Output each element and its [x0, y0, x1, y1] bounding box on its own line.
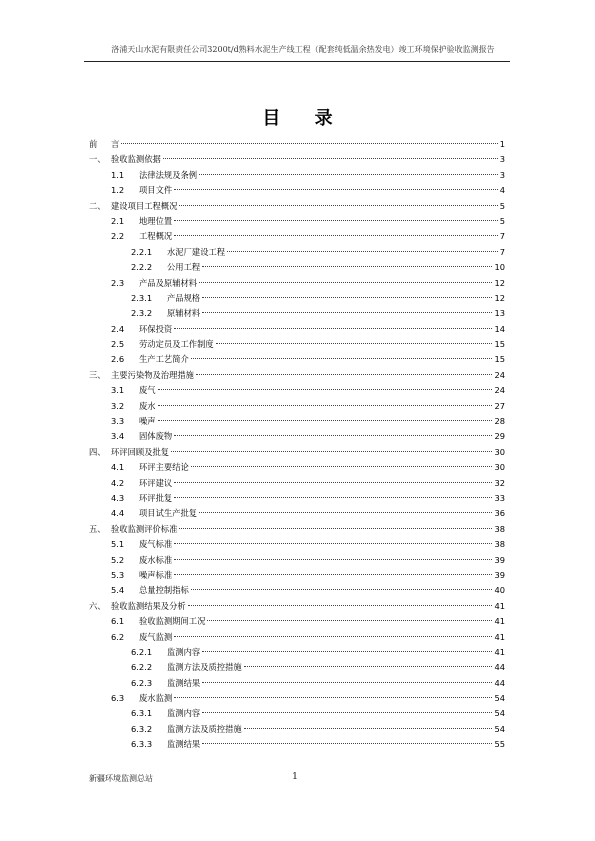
- toc-entry-page: 54: [494, 708, 505, 719]
- toc-dot-leader: [202, 297, 492, 298]
- toc-entry-label: 噪声标准: [139, 569, 173, 580]
- toc-entry-number: 2.3: [111, 277, 125, 288]
- toc-entry[interactable]: [89, 260, 505, 275]
- toc-entry[interactable]: [89, 737, 505, 752]
- toc-entry-page: 13: [494, 308, 505, 319]
- toc-dot-leader: [199, 174, 498, 175]
- toc-entry[interactable]: [89, 506, 505, 521]
- toc-dot-leader: [227, 251, 498, 252]
- toc-entry-label: 项目试生产批复: [139, 508, 198, 519]
- toc-entry-label: 噪声: [139, 416, 156, 427]
- toc-entry-page: 27: [494, 400, 505, 411]
- toc-entry-number: 2.3.2: [131, 308, 153, 319]
- toc-entry-page: 40: [494, 585, 505, 596]
- toc-dot-leader: [158, 389, 493, 390]
- toc-entry-number: 四、: [89, 446, 106, 457]
- toc-entry-page: 5: [499, 200, 505, 211]
- toc-entry[interactable]: [89, 306, 505, 321]
- toc-entry[interactable]: [89, 476, 505, 491]
- toc-entry-number: 4.1: [111, 462, 125, 473]
- header-divider: [84, 61, 510, 62]
- footer-organization: 新疆环境监测总站: [89, 774, 153, 783]
- toc-entry-number: 4.3: [111, 492, 125, 503]
- toc-entry-number: 6.3: [111, 693, 125, 704]
- toc-entry-page: 54: [494, 693, 505, 704]
- toc-dot-leader: [174, 543, 492, 544]
- toc-entry-label: 监测结果: [167, 739, 201, 750]
- toc-entry-number: 一、: [89, 154, 106, 165]
- toc-entry-page: 38: [494, 523, 505, 534]
- toc-entry-number: 2.1: [111, 215, 125, 226]
- toc-dot-leader: [121, 143, 497, 144]
- toc-entry[interactable]: [89, 152, 505, 167]
- toc-entry-number: 4.2: [111, 477, 125, 488]
- toc-entry-page: 29: [494, 431, 505, 442]
- toc-entry-page: 36: [494, 508, 505, 519]
- toc-entry-page: 41: [494, 600, 505, 611]
- toc-dot-leader: [158, 405, 493, 406]
- toc-entry-number: 5.1: [111, 539, 125, 550]
- toc-dot-leader: [191, 358, 493, 359]
- toc-entry-label: 环保投资: [139, 323, 173, 334]
- toc-entry-page: 7: [499, 231, 505, 242]
- toc-entry-page: 30: [494, 462, 505, 473]
- toc-entry[interactable]: [89, 183, 505, 198]
- toc-dot-leader: [202, 266, 492, 267]
- toc-entry-page: 24: [494, 385, 505, 396]
- toc-entry-page: 55: [494, 739, 505, 750]
- toc-entry[interactable]: [89, 399, 505, 414]
- toc-entry-number: 6.2.2: [131, 662, 153, 673]
- toc-dot-leader: [158, 420, 493, 421]
- toc-entry-number: 6.3.2: [131, 723, 153, 734]
- toc-entry[interactable]: [89, 214, 505, 229]
- toc-dot-leader: [174, 497, 492, 498]
- toc-entry[interactable]: [89, 630, 505, 645]
- toc-entry-page: 44: [494, 662, 505, 673]
- toc-entry-number: 6.2.1: [131, 646, 153, 657]
- toc-entry-label: 环评主要结论: [139, 462, 189, 473]
- toc-entry-page: 44: [494, 677, 505, 688]
- toc-dot-leader: [202, 312, 492, 313]
- toc-entry-page: 38: [494, 539, 505, 550]
- toc-entry-page: 3: [499, 154, 505, 165]
- toc-entry[interactable]: [89, 245, 505, 260]
- toc-entry-page: 12: [494, 292, 505, 303]
- toc-title: 目 录: [262, 108, 347, 129]
- toc-entry[interactable]: [89, 199, 505, 214]
- toc-entry-number: 4.4: [111, 508, 125, 519]
- toc-entry-label: 监测内容: [167, 646, 201, 657]
- toc-dot-leader: [174, 697, 492, 698]
- toc-dot-leader: [202, 743, 492, 744]
- toc-entry-label: 主要污染物及治理措施: [111, 369, 194, 380]
- toc-entry-label: 言: [111, 139, 120, 149]
- toc-entry-label: 生产工艺简介: [139, 354, 189, 365]
- toc-entry-page: 33: [494, 492, 505, 503]
- toc-entry-label: 监测内容: [167, 708, 201, 719]
- toc-entry-number: 6.2: [111, 631, 125, 642]
- toc-entry-label: 工程概况: [139, 231, 173, 242]
- toc-entry-number: 6.3.3: [131, 739, 153, 750]
- toc-entry[interactable]: [89, 522, 505, 537]
- toc-entry-page: 5: [499, 215, 505, 226]
- toc-entry-number: 6.3.1: [131, 708, 153, 719]
- toc-entry[interactable]: [89, 568, 505, 583]
- toc-entry-label: 环评回顾及批复: [111, 446, 170, 457]
- toc-entry-number: 6.1: [111, 616, 125, 627]
- footer-page-number: 1: [292, 771, 299, 782]
- toc-entry-label: 监测方法及质控措施: [167, 662, 242, 673]
- toc-entry-label: 地理位置: [139, 215, 173, 226]
- toc-dot-leader: [207, 620, 492, 621]
- toc-entry[interactable]: [89, 599, 505, 614]
- toc-entry-page: 3: [499, 169, 505, 180]
- toc-entry-number: 2.4: [111, 323, 125, 334]
- toc-entry-label: 产品规格: [167, 292, 201, 303]
- toc-entry-page: 28: [494, 416, 505, 427]
- toc-entry-number: 2.2: [111, 231, 125, 242]
- toc-entry[interactable]: [89, 583, 505, 598]
- toc-entry-label: 产品及原辅材料: [139, 277, 198, 288]
- toc-entry-number: 3.3: [111, 416, 125, 427]
- toc-entry-label: 项目文件: [139, 185, 173, 196]
- toc-dot-leader: [174, 559, 492, 560]
- toc-entry-label: 废气监测: [139, 631, 173, 642]
- toc-entry[interactable]: [89, 722, 505, 737]
- toc-dot-leader: [199, 282, 492, 283]
- toc-entry-label: 法律法规及条例: [139, 169, 198, 180]
- toc-entry[interactable]: [89, 706, 505, 721]
- toc-entry[interactable]: [89, 414, 505, 429]
- toc-entry-number: 六、: [89, 600, 106, 611]
- toc-entry-number: 2.6: [111, 354, 125, 365]
- toc-entry-number: 2.2.1: [131, 246, 153, 257]
- toc-entry-number: 6.2.3: [131, 677, 153, 688]
- toc-entry-number: 3.1: [111, 385, 125, 396]
- toc-dot-leader: [174, 328, 492, 329]
- toc-dot-leader: [202, 682, 492, 683]
- toc-entry-label: 废气: [139, 385, 156, 396]
- toc-entry[interactable]: [89, 553, 505, 568]
- toc-entry-label: 验收监测结果及分析: [111, 600, 186, 611]
- toc-entry-label: 废水监测: [139, 693, 173, 704]
- toc-entry[interactable]: [89, 276, 505, 291]
- toc-dot-leader: [244, 728, 493, 729]
- toc-entry[interactable]: [89, 137, 505, 152]
- toc-entry-number: 前: [89, 139, 98, 149]
- toc-dot-leader: [191, 589, 493, 590]
- toc-entry-label: 原辅材料: [167, 308, 201, 319]
- toc-dot-leader: [174, 636, 492, 637]
- toc-entry-page: 15: [494, 354, 505, 365]
- toc-entry[interactable]: [89, 168, 505, 183]
- toc-dot-leader: [171, 451, 492, 452]
- toc-entry-page: 41: [494, 616, 505, 627]
- toc-entry-page: 7: [499, 246, 505, 257]
- toc-entry-page: 24: [494, 369, 505, 380]
- toc-entry-label: 废水: [139, 400, 156, 411]
- toc-dot-leader: [174, 482, 492, 483]
- toc-entry[interactable]: [89, 337, 505, 352]
- toc-entry[interactable]: [89, 676, 505, 691]
- table-of-contents: [89, 137, 505, 753]
- toc-entry-label: 公用工程: [167, 262, 201, 273]
- toc-entry-number: 3.2: [111, 400, 125, 411]
- toc-entry-page: 39: [494, 569, 505, 580]
- toc-entry-page: 12: [494, 277, 505, 288]
- toc-entry-number: 1.1: [111, 169, 125, 180]
- toc-dot-leader: [179, 205, 497, 206]
- toc-entry-number: 5.4: [111, 585, 125, 596]
- toc-entry-page: 30: [494, 446, 505, 457]
- toc-entry-page: 41: [494, 646, 505, 657]
- toc-entry[interactable]: [89, 614, 505, 629]
- toc-entry[interactable]: [89, 322, 505, 337]
- toc-dot-leader: [244, 666, 493, 667]
- toc-entry-label: 环评批复: [139, 492, 173, 503]
- toc-dot-leader: [196, 374, 492, 375]
- toc-entry-number: 5.3: [111, 569, 125, 580]
- toc-entry-label: 验收监测依据: [111, 154, 161, 165]
- toc-entry-number: 2.3.1: [131, 292, 153, 303]
- toc-dot-leader: [199, 512, 492, 513]
- toc-entry-label: 验收监测评价标准: [111, 523, 178, 534]
- toc-entry[interactable]: [89, 229, 505, 244]
- toc-entry-number: 1.2: [111, 185, 125, 196]
- toc-dot-leader: [174, 189, 498, 190]
- toc-entry[interactable]: [89, 445, 505, 460]
- toc-entry-page: 14: [494, 323, 505, 334]
- toc-entry-label: 监测结果: [167, 677, 201, 688]
- toc-entry-page: 39: [494, 554, 505, 565]
- toc-dot-leader: [174, 235, 498, 236]
- toc-dot-leader: [163, 158, 498, 159]
- toc-entry-number: 五、: [89, 523, 106, 534]
- toc-entry-page: 15: [494, 339, 505, 350]
- toc-entry-page: 32: [494, 477, 505, 488]
- toc-entry[interactable]: [89, 537, 505, 552]
- toc-entry[interactable]: [89, 460, 505, 475]
- toc-entry-number: 3.4: [111, 431, 125, 442]
- toc-dot-leader: [191, 466, 493, 467]
- toc-entry[interactable]: [89, 352, 505, 367]
- toc-entry[interactable]: [89, 645, 505, 660]
- toc-entry-page: 1: [499, 139, 505, 149]
- toc-dot-leader: [174, 574, 492, 575]
- toc-entry-label: 废气标准: [139, 539, 173, 550]
- toc-entry[interactable]: [89, 383, 505, 398]
- toc-entry-number: 2.2.2: [131, 262, 153, 273]
- toc-dot-leader: [216, 343, 493, 344]
- toc-entry-label: 劳动定员及工作制度: [139, 339, 214, 350]
- toc-entry-number: 2.5: [111, 339, 125, 350]
- toc-dot-leader: [174, 435, 492, 436]
- toc-entry-page: 54: [494, 723, 505, 734]
- toc-entry-number: 二、: [89, 200, 106, 211]
- toc-entry-label: 水泥厂建设工程: [167, 246, 226, 257]
- toc-entry-number: 三、: [89, 369, 106, 380]
- toc-entry-label: 废水标准: [139, 554, 173, 565]
- toc-entry[interactable]: [89, 660, 505, 675]
- toc-dot-leader: [202, 651, 492, 652]
- toc-entry[interactable]: [89, 291, 505, 306]
- toc-entry-page: 4: [499, 185, 505, 196]
- toc-entry-page: 10: [494, 262, 505, 273]
- toc-entry[interactable]: [89, 368, 505, 383]
- toc-entry-label: 建设项目工程概况: [111, 200, 178, 211]
- toc-dot-leader: [179, 528, 492, 529]
- toc-entry-label: 总量控制指标: [139, 585, 189, 596]
- toc-dot-leader: [174, 220, 498, 221]
- toc-entry[interactable]: [89, 491, 505, 506]
- toc-entry[interactable]: [89, 429, 505, 444]
- running-header: 洛浦天山水泥有限责任公司3200t/d熟料水泥生产线工程（配套纯低温余热发电）竣工环境保护验收监测报告: [111, 45, 495, 54]
- toc-dot-leader: [188, 605, 493, 606]
- toc-entry-number: 5.2: [111, 554, 125, 565]
- toc-entry-label: 监测方法及质控措施: [167, 723, 242, 734]
- toc-entry-page: 41: [494, 631, 505, 642]
- toc-entry-label: 固体废物: [139, 431, 173, 442]
- toc-entry[interactable]: [89, 691, 505, 706]
- toc-entry-label: 验收监测期间工况: [139, 616, 206, 627]
- toc-dot-leader: [202, 712, 492, 713]
- toc-entry-label: 环评建议: [139, 477, 173, 488]
